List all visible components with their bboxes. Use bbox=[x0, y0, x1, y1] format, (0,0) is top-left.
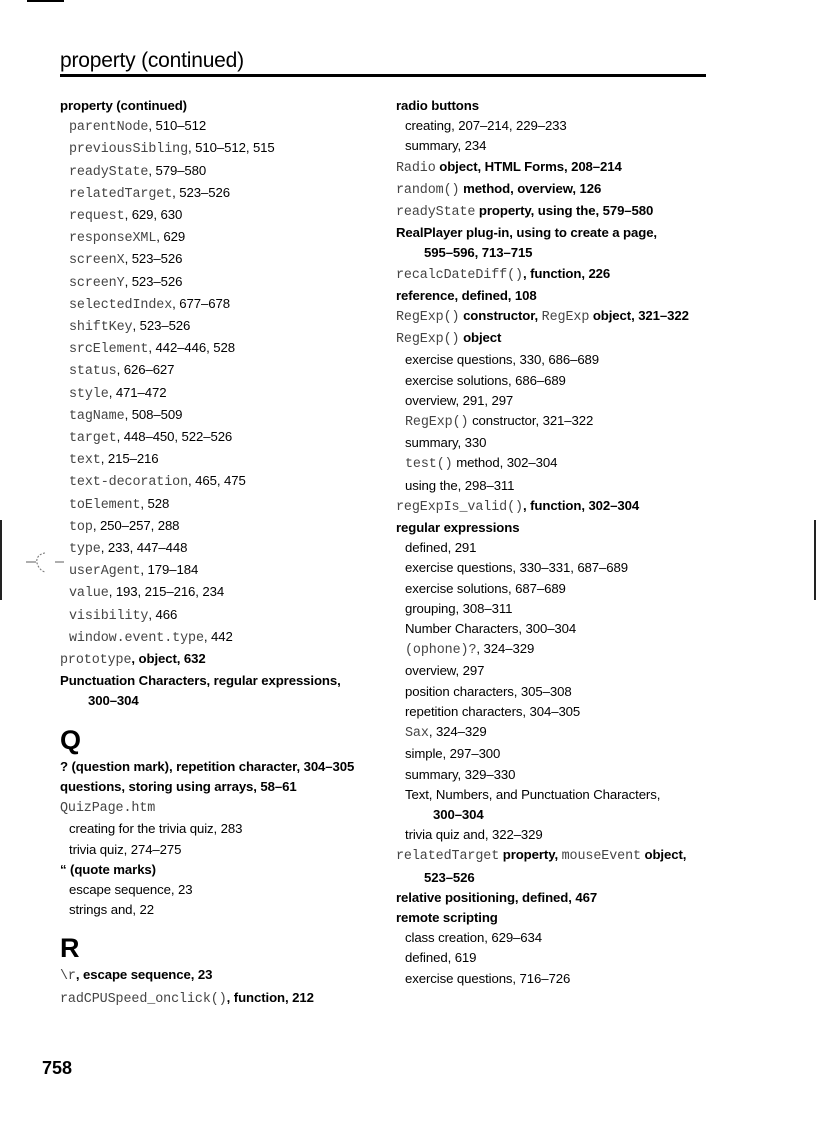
entry-text: overview, 297 bbox=[405, 663, 485, 679]
entry-text: , 510–512, 515 bbox=[188, 140, 275, 156]
code-term: target bbox=[69, 431, 117, 447]
index-subentry bbox=[60, 316, 380, 338]
index-subentry bbox=[60, 605, 380, 627]
index-subentry bbox=[60, 138, 380, 160]
index-subentry bbox=[396, 702, 726, 722]
entry-text: constructor, bbox=[459, 308, 542, 324]
code-term: type bbox=[69, 542, 101, 558]
index-subentry bbox=[60, 819, 380, 839]
entry-text: , 233, 447–448 bbox=[100, 540, 188, 556]
entry-text: summary, 234 bbox=[405, 138, 487, 154]
entry-text: defined, 619 bbox=[405, 950, 477, 966]
index-subentry bbox=[396, 682, 726, 702]
index-subentry bbox=[396, 116, 726, 136]
index-entry bbox=[396, 96, 726, 116]
index-subentry bbox=[396, 391, 726, 411]
entry-text: Number Characters, 300–304 bbox=[405, 621, 577, 637]
entry-text: remote scripting bbox=[396, 909, 498, 925]
section-letter bbox=[60, 725, 380, 755]
entry-text: defined, 291 bbox=[405, 540, 477, 556]
entry-text: , 523–526 bbox=[132, 318, 191, 334]
entry-text: trivia quiz, 274–275 bbox=[69, 841, 182, 857]
index-subentry bbox=[60, 494, 380, 516]
index-subentry bbox=[396, 661, 726, 681]
code-term: parentNode bbox=[69, 120, 149, 136]
entry-text: 300–304 bbox=[88, 693, 139, 709]
index-subentry bbox=[60, 900, 380, 920]
page-number: 758 bbox=[42, 1058, 73, 1078]
code-term: style bbox=[69, 386, 109, 402]
entry-text: , 677–678 bbox=[172, 295, 230, 311]
entry-text: , function, 226 bbox=[522, 265, 611, 281]
section-letter bbox=[60, 933, 380, 963]
code-term: Sax bbox=[405, 726, 429, 742]
entry-text: exercise solutions, 686–689 bbox=[405, 372, 566, 388]
entry-text: , 442 bbox=[203, 628, 233, 644]
index-subentry bbox=[60, 383, 380, 405]
entry-text: regular expressions bbox=[396, 520, 520, 536]
index-subentry bbox=[396, 476, 726, 496]
top-edge-mark bbox=[27, 0, 64, 2]
code-term: responseXML bbox=[69, 231, 157, 247]
entry-text: exercise questions, 716–726 bbox=[405, 970, 571, 986]
entry-text: RealPlayer plug-in, using to create a page, bbox=[396, 225, 657, 241]
code-term: readyState bbox=[396, 205, 476, 221]
entry-text: 300–304 bbox=[433, 806, 484, 822]
index-entry bbox=[60, 860, 380, 880]
code-term: RegExp() bbox=[396, 332, 460, 348]
index-subentry bbox=[60, 338, 380, 360]
index-subentry bbox=[60, 205, 380, 227]
entry-text: radio buttons bbox=[396, 98, 479, 113]
index-entry bbox=[60, 96, 380, 116]
entry-text: , function, 302–304 bbox=[522, 497, 640, 513]
index-entry bbox=[60, 988, 380, 1010]
index-entry-continuation bbox=[396, 805, 726, 825]
entry-text: class creation, 629–634 bbox=[405, 930, 542, 946]
index-subentry bbox=[396, 825, 726, 845]
entry-text: , 448–450, 522–526 bbox=[116, 429, 233, 445]
code-term: \r bbox=[60, 969, 76, 985]
code-term: regExpIs_valid() bbox=[396, 499, 523, 515]
code-term: text-decoration bbox=[69, 475, 189, 491]
entry-text: 523–526 bbox=[424, 869, 475, 885]
code-term: QuizPage.htm bbox=[60, 801, 156, 817]
entry-text: creating for the trivia quiz, 283 bbox=[69, 821, 243, 837]
entry-text: , 510–512 bbox=[148, 118, 207, 134]
code-term: previousSibling bbox=[69, 142, 189, 158]
entry-text: relative positioning, defined, 467 bbox=[396, 889, 598, 905]
entry-text: Punctuation Characters, regular expressions, bbox=[60, 673, 341, 689]
index-subentry bbox=[396, 411, 726, 433]
index-subentry bbox=[60, 405, 380, 427]
index-subentry bbox=[396, 136, 726, 156]
code-term: top bbox=[69, 519, 93, 535]
code-term: userAgent bbox=[69, 564, 141, 580]
code-term: shiftKey bbox=[69, 320, 133, 336]
entry-text: summary, 330 bbox=[405, 435, 487, 451]
cut-mark-icon bbox=[24, 548, 66, 578]
index-entry-continuation bbox=[396, 868, 726, 888]
code-term: value bbox=[69, 586, 109, 602]
running-head: property (continued) bbox=[60, 49, 244, 72]
index-subentry bbox=[60, 449, 380, 471]
index-entry bbox=[396, 306, 726, 328]
code-term: Radio bbox=[396, 160, 436, 176]
index-subentry bbox=[396, 744, 726, 764]
entry-text: , 442–446, 528 bbox=[148, 340, 235, 356]
left-edge-line bbox=[0, 520, 2, 600]
entry-text: “ (quote marks) bbox=[60, 861, 156, 877]
entry-text: method, overview, 126 bbox=[459, 180, 602, 196]
index-entry-continuation bbox=[60, 691, 380, 711]
index-entry bbox=[60, 777, 380, 797]
entry-text: , 629 bbox=[156, 229, 186, 245]
entry-text: 595–596, 713–715 bbox=[424, 245, 533, 261]
code-term: test() bbox=[405, 457, 453, 473]
entry-text: Q bbox=[60, 724, 82, 755]
code-term: relatedTarget bbox=[396, 849, 500, 865]
index-subentry bbox=[396, 639, 726, 661]
entry-text: , 523–526 bbox=[124, 251, 183, 267]
code-term: relatedTarget bbox=[69, 186, 173, 202]
entry-text: strings and, 22 bbox=[69, 902, 155, 918]
entry-text: questions, storing using arrays, 58–61 bbox=[60, 778, 297, 794]
entry-text: , 179–184 bbox=[140, 562, 199, 578]
entry-text: Text, Numbers, and Punctuation Characters, bbox=[405, 786, 661, 802]
entry-text: summary, 329–330 bbox=[405, 766, 516, 782]
index-subentry bbox=[396, 948, 726, 968]
entry-text: trivia quiz and, 322–329 bbox=[405, 827, 543, 843]
index-subentry bbox=[396, 558, 726, 578]
index-subentry bbox=[396, 619, 726, 639]
entry-text: object, 321–322 bbox=[589, 308, 689, 324]
index-entry bbox=[396, 264, 726, 286]
index-entry bbox=[396, 845, 726, 867]
code-term: toElement bbox=[69, 497, 141, 513]
code-term: window.event.type bbox=[69, 630, 204, 646]
entry-text: , 324–329 bbox=[428, 724, 487, 740]
entry-text: , 523–526 bbox=[172, 184, 230, 200]
index-entry bbox=[396, 518, 726, 538]
code-term: visibility bbox=[69, 608, 149, 624]
index-entry bbox=[396, 201, 726, 223]
entry-text: , 193, 215–216, 234 bbox=[108, 584, 225, 600]
index-subentry bbox=[60, 627, 380, 649]
index-subentry bbox=[60, 161, 380, 183]
index-entry bbox=[60, 965, 380, 987]
index-subentry bbox=[396, 928, 726, 948]
entry-text: exercise questions, 330, 686–689 bbox=[405, 352, 600, 368]
index-column-right bbox=[396, 96, 726, 989]
code-term: RegExp bbox=[541, 310, 590, 326]
index-entry bbox=[396, 223, 726, 243]
entry-text: , 324–329 bbox=[476, 641, 535, 657]
entry-text: object, bbox=[640, 847, 687, 863]
entry-text: R bbox=[60, 933, 80, 964]
entry-text: , 508–509 bbox=[124, 406, 183, 422]
code-term: recalcDateDiff() bbox=[396, 267, 523, 283]
index-column-left bbox=[60, 96, 380, 1010]
code-term: text bbox=[69, 453, 101, 469]
entry-text: using the, 298–311 bbox=[405, 477, 515, 493]
index-subentry bbox=[60, 538, 380, 560]
entry-text: , object, 632 bbox=[131, 651, 206, 667]
code-term: tagName bbox=[69, 408, 125, 424]
index-subentry bbox=[396, 599, 726, 619]
index-subentry bbox=[396, 453, 726, 475]
index-subentry bbox=[60, 116, 380, 138]
code-term: screenY bbox=[69, 275, 125, 291]
index-entry bbox=[396, 286, 726, 306]
code-term: srcElement bbox=[69, 342, 149, 358]
index-subentry bbox=[396, 579, 726, 599]
index-subentry bbox=[60, 880, 380, 900]
index-entry bbox=[60, 757, 380, 777]
index-subentry bbox=[60, 272, 380, 294]
entry-text: , 523–526 bbox=[124, 273, 183, 289]
index-entry bbox=[60, 649, 380, 671]
index-subentry bbox=[396, 538, 726, 558]
entry-text: creating, 207–214, 229–233 bbox=[405, 118, 567, 134]
index-subentry bbox=[60, 840, 380, 860]
index-subentry bbox=[60, 249, 380, 271]
code-term: request bbox=[69, 209, 125, 225]
code-term: RegExp() bbox=[396, 310, 460, 326]
index-entry bbox=[396, 328, 726, 350]
entry-text: , function, 212 bbox=[226, 989, 314, 1005]
code-term: status bbox=[69, 364, 117, 380]
entry-text: , 579–580 bbox=[148, 162, 207, 178]
entry-text: property (continued) bbox=[60, 98, 187, 113]
index-subentry bbox=[60, 360, 380, 382]
entry-text: repetition characters, 304–305 bbox=[405, 703, 581, 719]
entry-text: , 626–627 bbox=[116, 362, 175, 378]
code-term: selectedIndex bbox=[69, 297, 173, 313]
code-term: mouseEvent bbox=[561, 849, 641, 865]
entry-text: property, using the, 579–580 bbox=[475, 203, 654, 219]
index-entry-continuation bbox=[396, 243, 726, 263]
index-entry bbox=[60, 797, 380, 819]
index-entry bbox=[396, 888, 726, 908]
index-subentry bbox=[396, 433, 726, 453]
index-subentry bbox=[60, 582, 380, 604]
entry-text: , 215–216 bbox=[100, 451, 159, 467]
entry-text: grouping, 308–311 bbox=[405, 600, 513, 616]
entry-text: , escape sequence, 23 bbox=[75, 967, 213, 983]
entry-text: , 629, 630 bbox=[124, 207, 183, 223]
entry-text: simple, 297–300 bbox=[405, 746, 501, 762]
code-term: readyState bbox=[69, 164, 149, 180]
index-subentry bbox=[396, 785, 726, 805]
index-subentry bbox=[396, 765, 726, 785]
code-term: prototype bbox=[60, 653, 132, 669]
index-subentry bbox=[60, 294, 380, 316]
code-term: RegExp() bbox=[405, 415, 469, 431]
entry-text: , 528 bbox=[140, 495, 170, 511]
entry-text: constructor, 321–322 bbox=[468, 413, 594, 429]
entry-text: , 471–472 bbox=[108, 384, 167, 400]
index-entry bbox=[60, 671, 380, 691]
index-subentry bbox=[396, 722, 726, 744]
index-entry bbox=[396, 157, 726, 179]
entry-text: property, bbox=[499, 847, 562, 863]
entry-text: , 465, 475 bbox=[188, 473, 246, 489]
entry-text: reference, defined, 108 bbox=[396, 287, 537, 303]
header-rule bbox=[60, 74, 706, 77]
entry-text: , 250–257, 288 bbox=[92, 517, 180, 533]
index-subentry bbox=[60, 183, 380, 205]
index-subentry bbox=[60, 427, 380, 449]
entry-text: exercise solutions, 687–689 bbox=[405, 580, 566, 596]
entry-text: exercise questions, 330–331, 687–689 bbox=[405, 560, 628, 576]
index-subentry bbox=[60, 471, 380, 493]
index-entry bbox=[396, 179, 726, 201]
index-subentry bbox=[60, 516, 380, 538]
entry-text: method, 302–304 bbox=[452, 455, 558, 471]
entry-text: , 466 bbox=[148, 606, 178, 622]
index-subentry bbox=[60, 227, 380, 249]
entry-text: ? (question mark), repetition character, 304–305 bbox=[60, 758, 355, 774]
index-subentry bbox=[60, 560, 380, 582]
index-entry bbox=[396, 496, 726, 518]
index-subentry bbox=[396, 371, 726, 391]
code-term: radCPUSpeed_onclick() bbox=[60, 991, 227, 1007]
code-term: screenX bbox=[69, 253, 125, 269]
index-entry bbox=[396, 908, 726, 928]
entry-text: escape sequence, 23 bbox=[69, 881, 193, 897]
entry-text: position characters, 305–308 bbox=[405, 683, 572, 699]
index-subentry bbox=[396, 969, 726, 989]
entry-text: overview, 291, 297 bbox=[405, 392, 514, 408]
entry-text: object bbox=[459, 330, 502, 346]
index-subentry bbox=[396, 350, 726, 370]
code-term: (ophone)? bbox=[405, 643, 477, 659]
code-term: random() bbox=[396, 182, 460, 198]
entry-text: object, HTML Forms, 208–214 bbox=[435, 158, 622, 174]
